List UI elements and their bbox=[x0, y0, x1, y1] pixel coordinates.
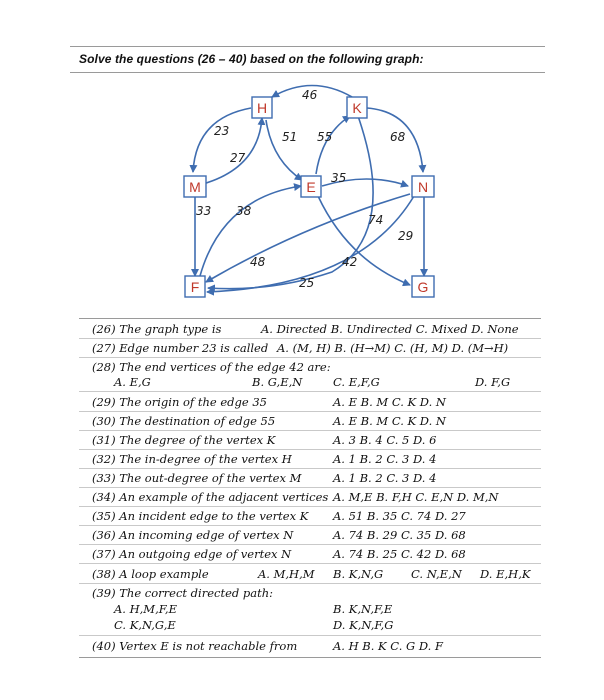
vertex-E bbox=[301, 176, 321, 197]
vertex-K bbox=[347, 97, 367, 118]
vertex-F bbox=[185, 276, 205, 297]
question-34-text: (34) An example of the adjacent vertices bbox=[92, 490, 329, 504]
question-33-text: (33) The out-degree of the vertex M bbox=[92, 471, 302, 485]
question-38-option-b: B. K,N,G bbox=[333, 567, 384, 581]
question-39-option-b: B. K,N,F,E bbox=[333, 602, 393, 616]
table-bottom-divider bbox=[79, 657, 541, 658]
label-42: 42 bbox=[342, 255, 358, 269]
table-top-divider bbox=[79, 318, 541, 319]
question-35-text: (35) An incident edge to the vertex K bbox=[92, 509, 309, 523]
question-38-option-d: D. E,H,K bbox=[480, 567, 531, 581]
question-36-options: A. 74 B. 29 C. 35 D. 68 bbox=[333, 528, 466, 542]
label-51: 51 bbox=[282, 130, 298, 144]
question-39-option-a: A. H,M,F,E bbox=[114, 602, 177, 616]
svg-text:G: G bbox=[417, 279, 429, 295]
question-39-option-c: C. K,N,G,E bbox=[114, 618, 176, 632]
question-37-options: A. 74 B. 25 C. 42 D. 68 bbox=[333, 547, 466, 561]
question-40-options: A. H B. K C. G D. F bbox=[333, 639, 443, 653]
question-38-option-a: A. M,H,M bbox=[258, 567, 315, 581]
vertex-H bbox=[252, 97, 272, 118]
directed-graph-figure bbox=[0, 0, 604, 310]
label-23: 23 bbox=[214, 124, 230, 138]
question-30-text: (30) The destination of edge 55 bbox=[92, 414, 276, 428]
question-27-text: (27) Edge number 23 is called bbox=[92, 341, 269, 355]
question-37-text: (37) An outgoing edge of vertex N bbox=[92, 547, 292, 561]
question-26-options: A. Directed B. Undirected C. Mixed D. None bbox=[261, 322, 519, 336]
label-35: 35 bbox=[331, 171, 347, 185]
question-28-option-d: D. F,G bbox=[475, 375, 511, 389]
question-40-text: (40) Vertex E is not reachable from bbox=[92, 639, 298, 653]
question-39-option-d: D. K,N,F,G bbox=[333, 618, 394, 632]
question-30-options: A. E B. M C. K D. N bbox=[333, 414, 446, 428]
label-29: 29 bbox=[398, 229, 414, 243]
svg-text:F: F bbox=[190, 279, 200, 295]
question-29-text: (29) The origin of the edge 35 bbox=[92, 395, 267, 409]
question-38-option-c: C. N,E,N bbox=[411, 567, 462, 581]
svg-text:E: E bbox=[306, 179, 316, 195]
edge-51 bbox=[266, 120, 302, 180]
svg-text:M: M bbox=[189, 179, 201, 195]
label-55: 55 bbox=[317, 130, 333, 144]
question-32-text: (32) The in-degree of the vertex H bbox=[92, 452, 292, 466]
question-28-option-a: A. E,G bbox=[114, 375, 151, 389]
question-33-options: A. 1 B. 2 C. 3 D. 4 bbox=[333, 471, 437, 485]
vertex-G bbox=[412, 276, 434, 297]
label-74: 74 bbox=[368, 213, 384, 227]
edge-55 bbox=[316, 116, 350, 174]
question-38-text: (38) A loop example bbox=[92, 567, 209, 581]
question-31-options: A. 3 B. 4 C. 5 D. 6 bbox=[333, 433, 437, 447]
label-68: 68 bbox=[390, 130, 406, 144]
question-29-options: A. E B. M C. K D. N bbox=[333, 395, 446, 409]
question-28-text: (28) The end vertices of the edge 42 are: bbox=[92, 360, 331, 374]
vertex-N bbox=[412, 176, 434, 197]
question-31-text: (31) The degree of the vertex K bbox=[92, 433, 276, 447]
label-33: 33 bbox=[196, 204, 212, 218]
svg-text:H: H bbox=[256, 100, 268, 116]
label-25: 25 bbox=[299, 276, 315, 290]
question-39-text: (39) The correct directed path: bbox=[92, 586, 274, 600]
question-32-options: A. 1 B. 2 C. 3 D. 4 bbox=[333, 452, 437, 466]
page-heading: Solve the questions (26 – 40) based on the following graph: bbox=[79, 52, 424, 66]
label-38: 38 bbox=[236, 204, 252, 218]
question-36-text: (36) An incoming edge of vertex N bbox=[92, 528, 294, 542]
svg-text:K: K bbox=[352, 100, 362, 116]
question-27-options: A. (M, H) B. (H→M) C. (H, M) D. (M→H) bbox=[277, 341, 509, 355]
label-46: 46 bbox=[302, 88, 318, 102]
label-27: 27 bbox=[230, 151, 246, 165]
svg-text:N: N bbox=[417, 179, 429, 195]
vertex-M bbox=[184, 176, 206, 197]
question-34-options: A. M,E B. F,H C. E,N D. M,N bbox=[333, 490, 499, 504]
question-35-options: A. 51 B. 35 C. 74 D. 27 bbox=[333, 509, 466, 523]
question-26-text: (26) The graph type is bbox=[92, 322, 222, 336]
question-28-option-c: C. E,F,G bbox=[333, 375, 380, 389]
label-48: 48 bbox=[250, 255, 266, 269]
question-28-option-b: B. G,E,N bbox=[252, 375, 303, 389]
